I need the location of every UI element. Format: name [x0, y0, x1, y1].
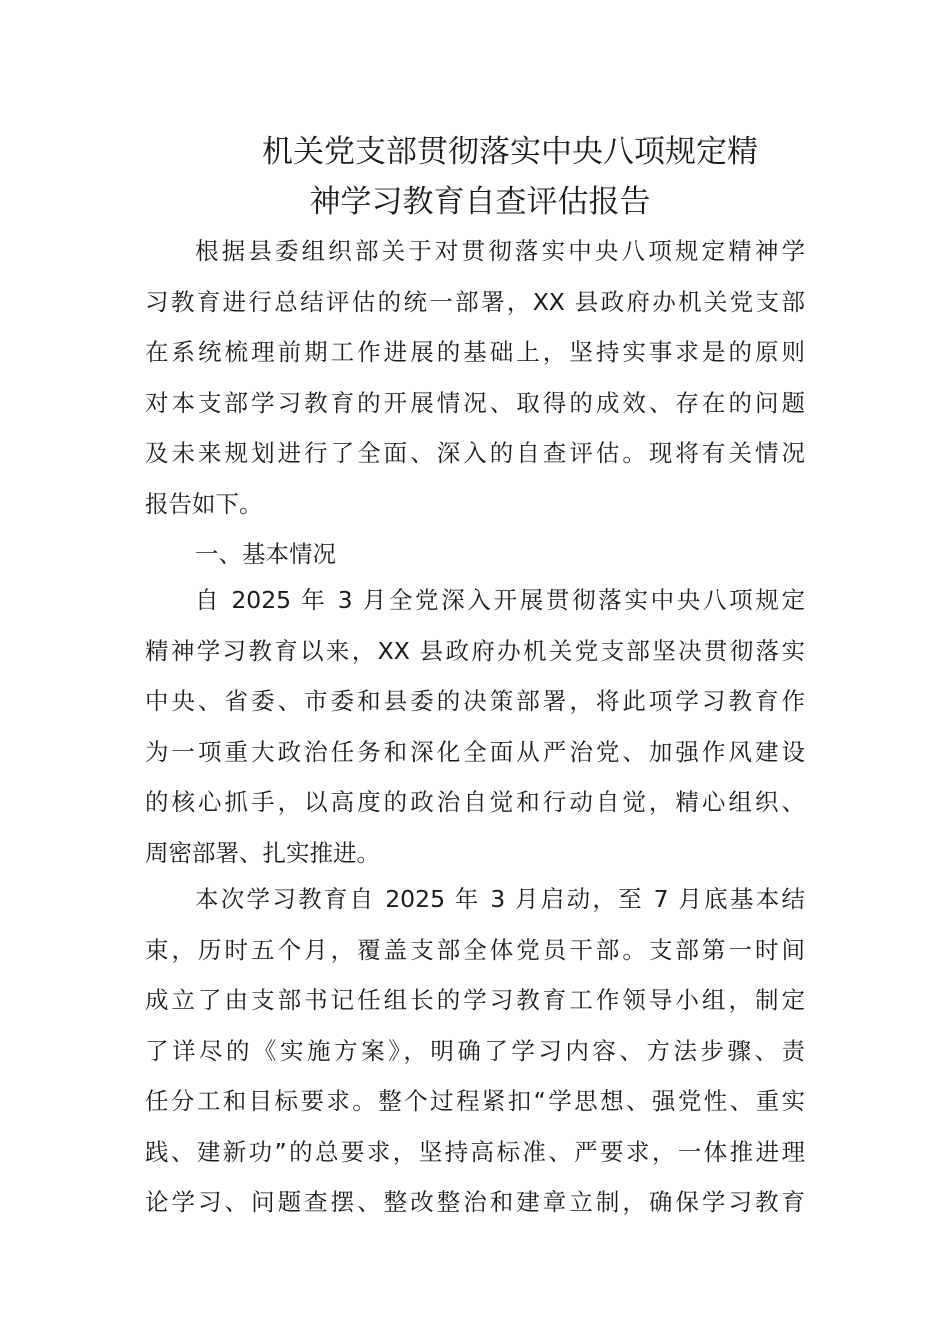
paragraph-line: 论学习、问题查摆、整改整治和建章立制，确保学习教育: [145, 1188, 805, 1216]
paragraph-line: 习教育进行总结评估的统一部署，XX 县政府办机关党支部: [145, 287, 805, 316]
paragraph-line: 成立了由支部书记任组长的学习教育工作领导小组，制定: [145, 986, 805, 1014]
paragraph-line: 报告如下。: [145, 489, 263, 518]
paragraph-line: 本次学习教育自 2025 年 3 月启动，至 7 月底基本结: [195, 885, 805, 913]
paragraph-line: 自 2025 年 3 月全党深入开展贯彻落实中央八项规定: [195, 586, 805, 614]
paragraph-timeline: [145, 874, 805, 1228]
paragraph-line: 周密部署、扎实推进。: [145, 838, 380, 867]
paragraph-line: 及未来规划进行了全面、深入的自查评估。现将有关情况: [145, 439, 805, 467]
paragraph-basic-situation: [145, 575, 805, 878]
paragraph-line: 了详尽的《实施方案》，明确了学习内容、方法步骤、责: [145, 1036, 805, 1065]
paragraph-line: 精神学习教育以来，XX 县政府办机关党支部坚决贯彻落实: [145, 636, 805, 665]
paragraph-line: 束，历时五个月，覆盖支部全体党员干部。支部第一时间: [145, 935, 805, 964]
paragraph-line: 的核心抓手，以高度的政治自觉和行动自觉，精心组织、: [145, 788, 805, 816]
paragraph-intro: [145, 226, 805, 529]
paragraph-line: 根据县委组织部关于对贯彻落实中央八项规定精神学: [195, 237, 805, 265]
paragraph-line: 中央、省委、市委和县委的决策部署，将此项学习教育作: [145, 687, 805, 715]
document-title-line-2: 神学习教育自查评估报告: [309, 184, 651, 220]
section-heading-block: [145, 529, 805, 580]
section-heading: 一、基本情况: [195, 540, 336, 568]
paragraph-line: 为一项重大政治任务和深化全面从严治党、加强作风建设: [145, 737, 805, 766]
paragraph-line: 践、建新功”的总要求，坚持高标准、严要求，一体推进理: [145, 1137, 805, 1166]
paragraph-line: 对本支部学习教育的开展情况、取得的成效、存在的问题: [145, 388, 805, 417]
paragraph-line: 在系统梳理前期工作进展的基础上，坚持实事求是的原则: [145, 338, 805, 366]
paragraph-line: 任分工和目标要求。整个过程紧扣“学思想、强党性、重实: [145, 1087, 805, 1115]
document-title-line-1: 机关党支部贯彻落实中央八项规定精: [262, 134, 758, 170]
